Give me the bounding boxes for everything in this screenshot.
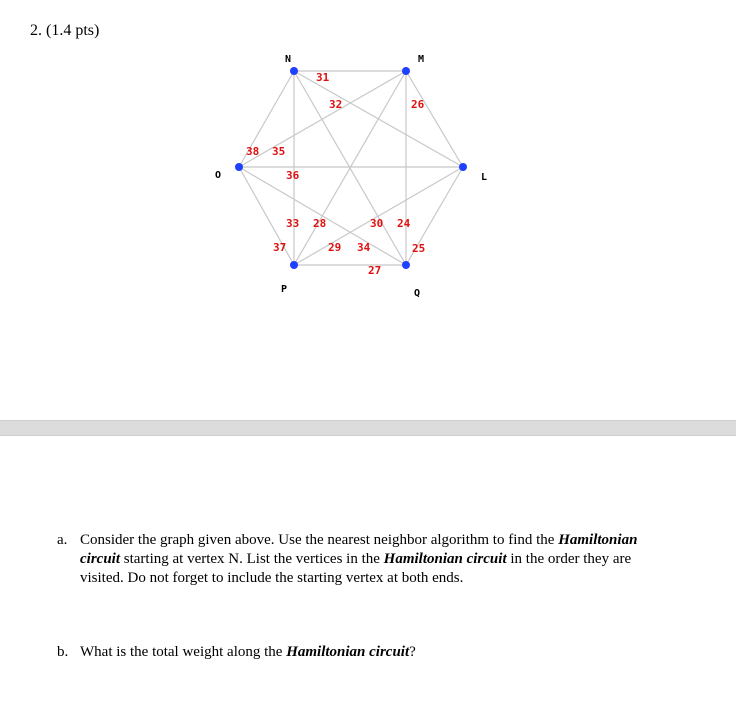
weight-P-M: 29 [328, 241, 342, 254]
part-b-marker: b. [57, 644, 69, 660]
weight-P-Q: 27 [368, 264, 382, 277]
part-a-emphasis-1: Hamiltonian circuit [80, 532, 638, 567]
vertex-O [235, 163, 243, 171]
vertex-label-L: L [481, 172, 488, 183]
vertex-Q [402, 261, 410, 269]
part-a-marker: a. [57, 532, 68, 548]
graph-edges [239, 71, 463, 265]
part-a-text [80, 531, 675, 588]
vertex-M [402, 67, 410, 75]
part-a-emphasis-2: Hamiltonian circuit [383, 551, 507, 567]
vertex-label-O: O [215, 170, 222, 181]
vertex-label-P: P [281, 284, 288, 295]
weight-N-Q: 33 [286, 217, 300, 230]
weight-N-M: 31 [316, 71, 330, 84]
weight-N-O: 38 [246, 145, 260, 158]
weight-P-L: 30 [370, 217, 384, 230]
weight-M-Q: 26 [411, 98, 425, 111]
vertex-label-M: M [418, 54, 425, 65]
graph-vertices [235, 67, 467, 269]
vertex-label-Q: Q [414, 288, 421, 299]
edge-P-L [294, 167, 463, 265]
weight-O-L: 36 [286, 169, 300, 182]
edge-O-M [239, 71, 406, 167]
part-a-text-1: Consider the graph given above. Use the nearest neighbor algorithm to find the [80, 532, 555, 548]
part-a [57, 531, 697, 586]
vertex-N [290, 67, 298, 75]
weight-N-L: 32 [329, 98, 343, 111]
part-a-text-3: in the order they are visited. Do not forget to include the starting vertex at both ends. [80, 551, 632, 586]
part-b [57, 643, 697, 662]
part-b-text [80, 643, 675, 662]
part-b-text-2: ? [409, 644, 416, 660]
edge-weight-labels [246, 71, 425, 277]
section-divider [0, 420, 736, 436]
weight-O-Q: 24 [397, 217, 411, 230]
part-b-text-1: What is the total weight along the [80, 644, 287, 660]
weight-M-L: 34 [357, 241, 371, 254]
weight-Q-L: 25 [412, 242, 426, 255]
edge-M-L [406, 71, 463, 167]
vertex-P [290, 261, 298, 269]
weight-N-P: 35 [272, 145, 286, 158]
part-b-emphasis: Hamiltonian circuit [286, 644, 410, 660]
weight-O-M: 28 [313, 217, 327, 230]
weight-O-P: 37 [273, 241, 287, 254]
vertex-label-N: N [285, 54, 292, 65]
vertex-L [459, 163, 467, 171]
part-a-text-2: starting at vertex N. List the vertices in the [120, 551, 384, 567]
question-header: 2. (1.4 pts) [30, 22, 100, 39]
